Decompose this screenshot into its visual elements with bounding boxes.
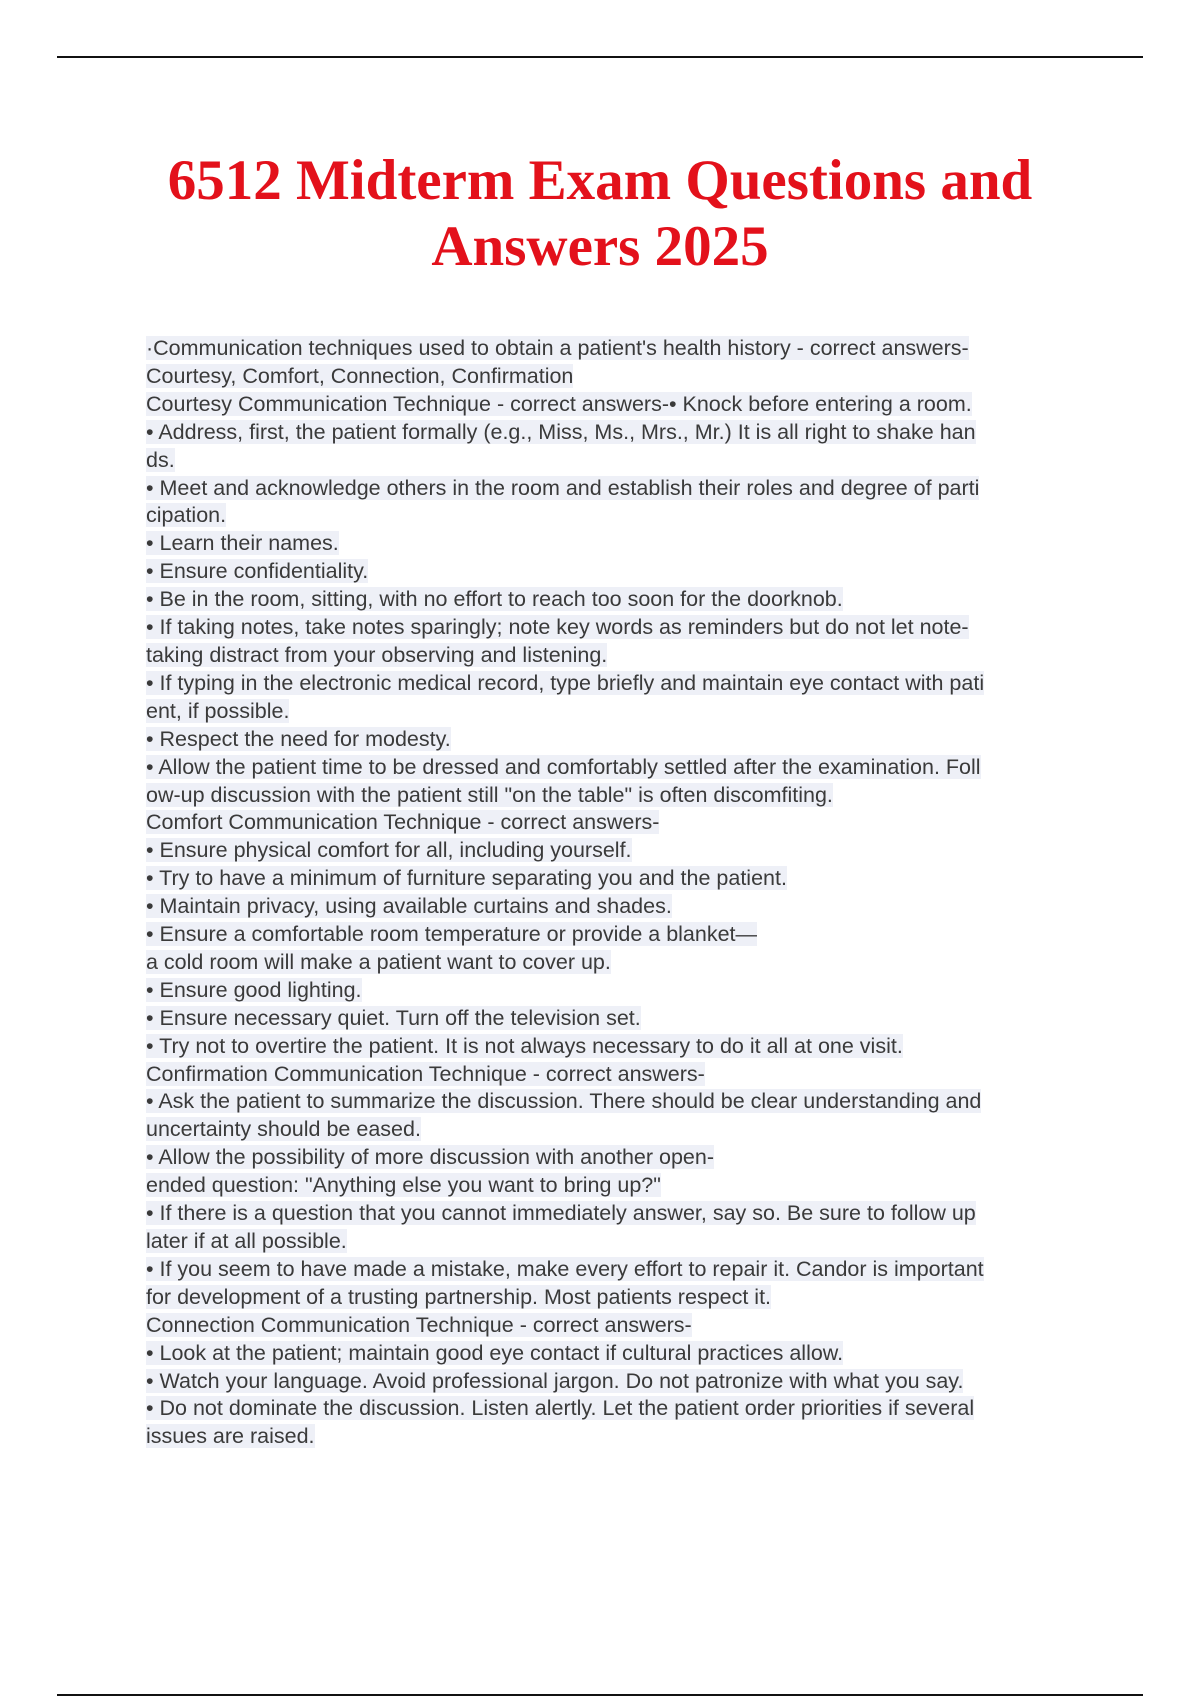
body-text-line — [146, 809, 1091, 837]
body-text-line — [146, 1423, 1091, 1451]
body-text-line — [146, 447, 1091, 475]
body-text: • Watch your language. Avoid professional jargon. Do not patronize with what you say. — [146, 1368, 964, 1393]
body-text-line — [146, 698, 1091, 726]
body-text: • Respect the need for modesty. — [146, 726, 451, 751]
body-text-line — [146, 1005, 1091, 1033]
body-text-line — [146, 642, 1091, 670]
body-text: • Meet and acknowledge others in the room and establish their roles and degree of parti — [146, 475, 980, 500]
body-text-line — [146, 1061, 1091, 1089]
body-text-line — [146, 1144, 1091, 1172]
body-text-line — [146, 726, 1091, 754]
body-text: • Try to have a minimum of furniture separating you and the patient. — [146, 866, 787, 891]
body-text: issues are raised. — [146, 1424, 315, 1449]
body-text-line — [146, 614, 1091, 642]
body-text-line — [146, 1116, 1091, 1144]
body-text-line — [146, 1368, 1091, 1396]
document-body — [146, 335, 1091, 1451]
body-text: uncertainty should be eased. — [146, 1117, 421, 1142]
body-text: • Be in the room, sitting, with no effort to reach too soon for the doorknob. — [146, 587, 843, 612]
body-text: Courtesy, Comfort, Connection, Confirmation — [146, 363, 574, 388]
body-text-line — [146, 530, 1091, 558]
body-text-line — [146, 1200, 1091, 1228]
body-text: later if at all possible. — [146, 1229, 347, 1253]
body-text: • Try not to overtire the patient. It is not always necessary to do it all at one visit. — [146, 1033, 903, 1058]
body-text-line — [146, 670, 1091, 698]
body-text: Connection Communication Technique - correct answers- — [146, 1312, 692, 1337]
body-text-line — [146, 363, 1091, 391]
body-text-line — [146, 558, 1091, 586]
body-text: ended question: "Anything else you want to bring up?" — [146, 1173, 661, 1198]
body-text: • Allow the possibility of more discussion with another open- — [146, 1145, 715, 1170]
body-text: • If there is a question that you cannot immediately answer, say so. Be sure to follow up — [146, 1201, 976, 1226]
body-text: • Do not dominate the discussion. Listen alertly. Let the patient order priorities if several — [146, 1396, 975, 1421]
body-text: ent, if possible. — [146, 698, 290, 723]
top-rule — [57, 56, 1143, 58]
body-text: ·Communication techniques used to obtain a patient's health history - correct answers- — [146, 336, 969, 360]
body-text-line — [146, 502, 1091, 530]
body-text: • Address, first, the patient formally (e.g., Miss, Ms., Mrs., Mr.) It is all right to shake han — [146, 419, 976, 444]
body-text-line — [146, 1340, 1091, 1368]
body-text: • If taking notes, take notes sparingly; note key words as reminders but do not let note- — [146, 615, 969, 640]
body-text-line — [146, 586, 1091, 614]
body-text-line — [146, 1312, 1091, 1340]
body-text: • Ensure a comfortable room temperature or provide a blanket— — [146, 922, 758, 947]
body-text-line — [146, 949, 1091, 977]
body-text-line — [146, 1395, 1091, 1423]
body-text-line — [146, 782, 1091, 810]
body-text-line — [146, 1172, 1091, 1200]
bottom-rule — [57, 1694, 1143, 1696]
body-text: • Look at the patient; maintain good eye contact if cultural practices allow. — [146, 1340, 844, 1365]
body-text-line — [146, 391, 1091, 419]
body-text: ds. — [146, 447, 175, 472]
body-text: Comfort Communication Technique - correct answers- — [146, 810, 660, 835]
body-text-line — [146, 865, 1091, 893]
body-text-line — [146, 1033, 1091, 1061]
body-text: Confirmation Communication Technique - correct answers- — [146, 1061, 705, 1086]
body-text-line — [146, 837, 1091, 865]
document-title — [0, 148, 1200, 280]
body-text: taking distract from your observing and listening. — [146, 642, 608, 667]
body-text: a cold room will make a patient want to cover up. — [146, 949, 611, 974]
body-text: for development of a trusting partnership. Most patients respect it. — [146, 1284, 772, 1309]
body-text-line — [146, 1088, 1091, 1116]
body-text: • Ensure necessary quiet. Turn off the television set. — [146, 1005, 641, 1030]
body-text: • Allow the patient time to be dressed and comfortably settled after the examination. Foll — [146, 754, 981, 779]
body-text: Courtesy Communication Technique - correct answers-• Knock before entering a room. — [146, 391, 972, 416]
body-text-line — [146, 977, 1091, 1005]
body-text-line — [146, 1284, 1091, 1312]
title-line-1: 6512 Midterm Exam Questions and — [167, 149, 1033, 212]
body-text: • Ensure physical comfort for all, including yourself. — [146, 838, 632, 863]
body-text: • Ask the patient to summarize the discussion. There should be clear understanding and — [146, 1089, 982, 1114]
body-text-line — [146, 419, 1091, 447]
body-text-line — [146, 754, 1091, 782]
body-text: • If typing in the electronic medical record, type briefly and maintain eye contact with pati — [146, 670, 985, 695]
body-text: • If you seem to have made a mistake, make every effort to repair it. Candor is important — [146, 1256, 984, 1281]
title-line-2: Answers 2025 — [431, 215, 769, 278]
body-text: • Maintain privacy, using available curtains and shades. — [146, 894, 672, 919]
body-text-line — [146, 893, 1091, 921]
body-text-line — [146, 921, 1091, 949]
body-text-line — [146, 1228, 1091, 1256]
body-text: ow-up discussion with the patient still "on the table" is often discomfiting. — [146, 782, 833, 807]
body-text: • Learn their names. — [146, 531, 339, 556]
body-text: cipation. — [146, 503, 227, 528]
body-text-line — [146, 475, 1091, 503]
body-text-line — [146, 335, 1091, 363]
body-text: • Ensure confidentiality. — [146, 559, 369, 584]
body-text-line — [146, 1256, 1091, 1284]
body-text: • Ensure good lighting. — [146, 977, 362, 1002]
